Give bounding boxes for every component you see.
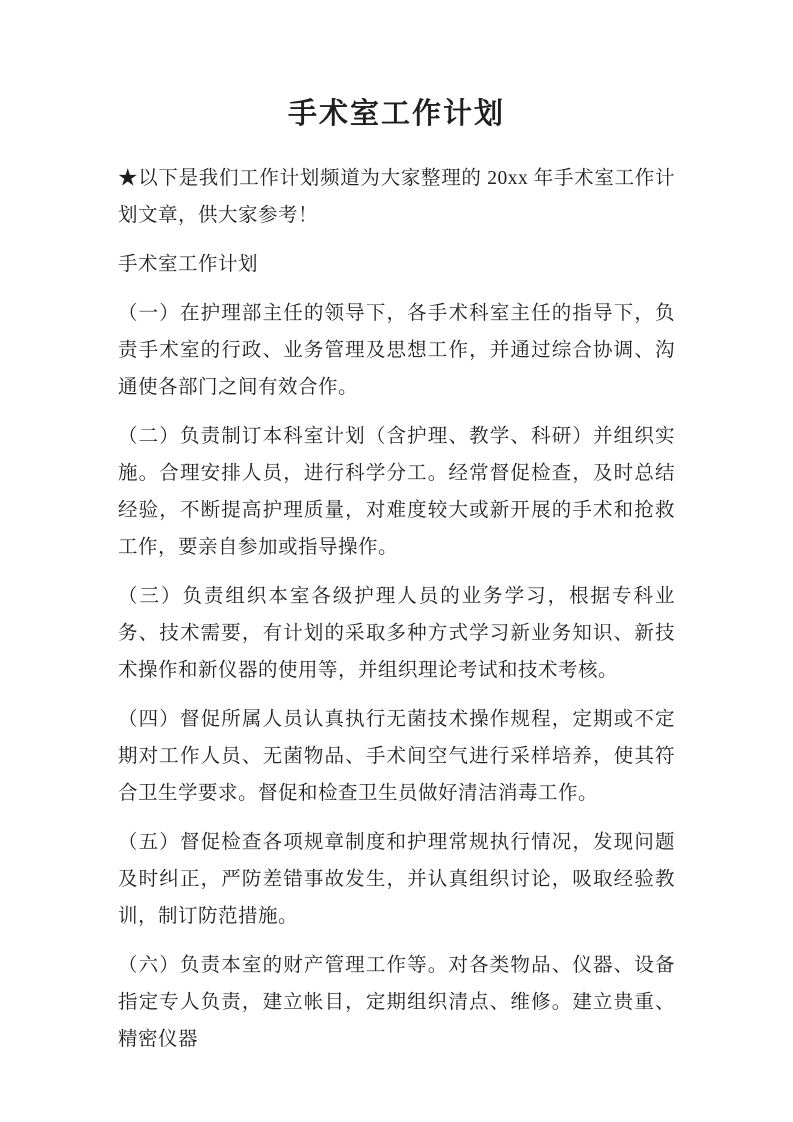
page-title: 手术室工作计划 bbox=[287, 98, 505, 130]
body-paragraph-3: （三）负责组织本室各级护理人员的业务学习，根据专科业务、技术需要，有计划的采取多种方式学习新业务知识、新技术操作和新仪器的使用等，并组织理论考试和技术考核。 bbox=[118, 586, 675, 681]
section-heading: 手术室工作计划 bbox=[118, 254, 259, 275]
body-paragraph-4: （四）督促所属人员认真执行无菌技术操作规程，定期或不定期对工作人员、无菌物品、手术间空气进行采样培养，使其符合卫生学要求。督促和检查卫生员做好清洁消毒工作。 bbox=[118, 709, 675, 804]
body-paragraph-5: （五）督促检查各项规章制度和护理常规执行情况，发现问题及时纠正，严防差错事故发生，并认真组织讨论，吸取经验教训，制订防范措施。 bbox=[118, 832, 675, 927]
body-paragraph-2: （二）负责制订本科室计划（含护理、教学、科研）并组织实施。合理安排人员，进行科学分工。经常督促检查，及时总结经验，不断提高护理质量，对难度较大或新开展的手术和抢救工作，要亲自参加或指导操作。 bbox=[118, 426, 675, 558]
intro-paragraph: ★以下是我们工作计划频道为大家整理的 20xx 年手术室工作计划文章，供大家参考！ bbox=[118, 168, 675, 226]
body-paragraph-1: （一）在护理部主任的领导下，各手术科室主任的指导下，负责手术室的行政、业务管理及思想工作，并通过综合协调、沟通使各部门之间有效合作。 bbox=[118, 303, 675, 398]
body-paragraph-6: （六）负责本室的财产管理工作等。对各类物品、仪器、设备指定专人负责，建立帐目，定期组织清点、维修。建立贵重、精密仪器 bbox=[118, 955, 675, 1050]
